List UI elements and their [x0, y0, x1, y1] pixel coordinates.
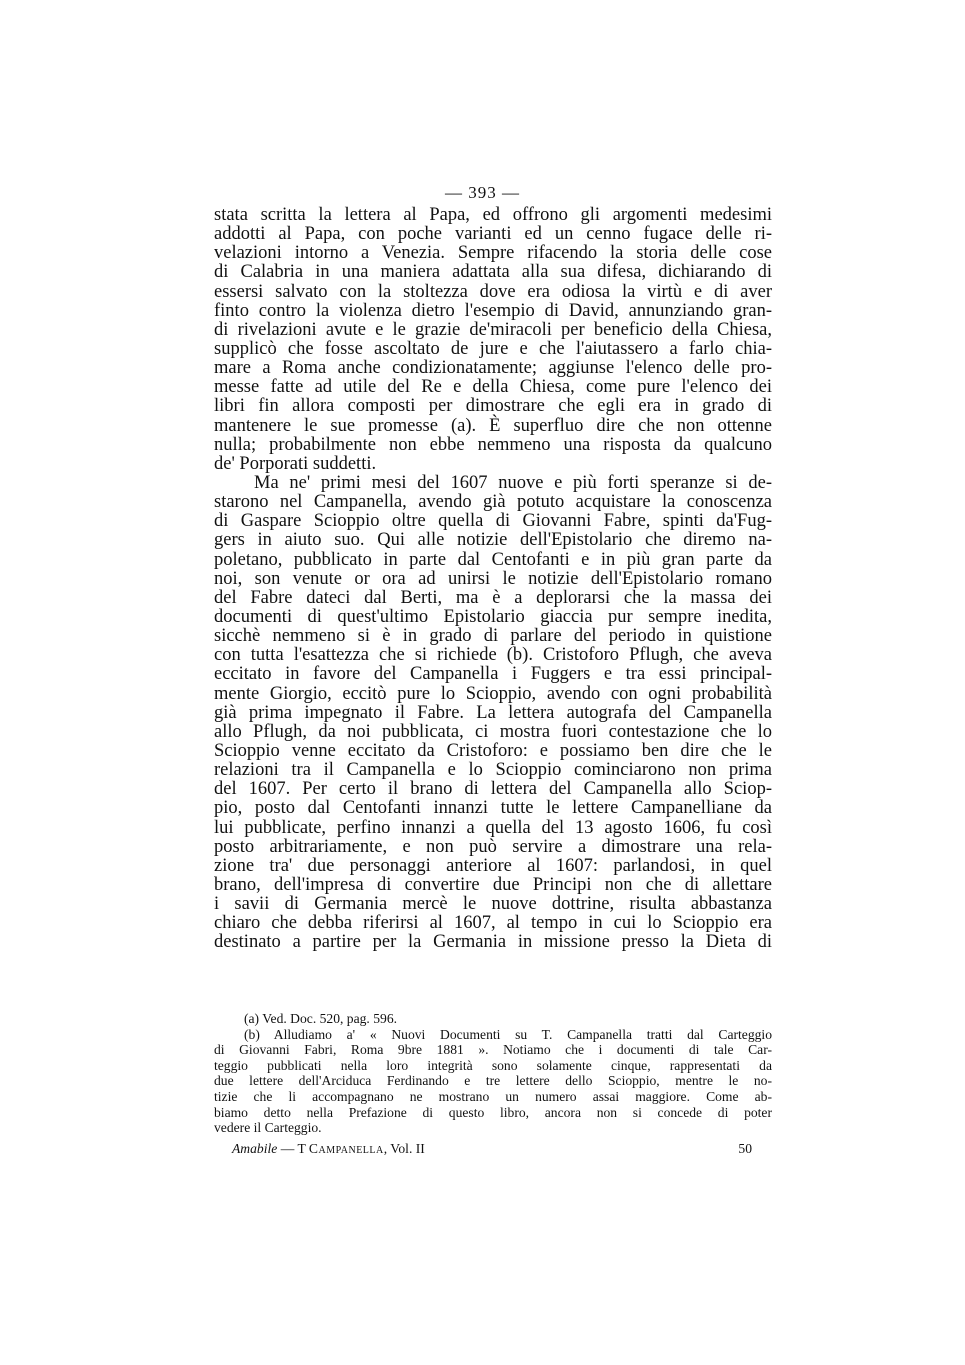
footnote-line: tizie che li accompagnano ne mostrano un numero assai maggiore. Come ab-	[214, 1088, 772, 1104]
text-line: chiaro che debba riferirsi al 1607, al tempo in cui lo Scioppio era	[214, 913, 772, 934]
text-line: velazioni intorno a Venezia. Sempre rifacendo la storia delle cose	[214, 243, 772, 264]
footnote-line: (b) Alludiamo a' « Nuovi Documenti su T. Campanella tratti dal Carteggio	[244, 1026, 772, 1042]
text-line: essersi salvato con la stoltezza dove era odiosa la virtù e di aver	[214, 281, 772, 302]
text-line: noi, son venute or ora ad unirsi le notizie dell'Epistolario romano	[214, 568, 772, 589]
footnote-line: biamo detto nella Prefazione di questo libro, ancora non si concede di poter	[214, 1104, 772, 1120]
sheet-number: 50	[738, 1141, 752, 1156]
text-line: del Fabre dateci dal Berti, ma è a deplorarsi che la massa dei	[214, 587, 772, 608]
text-line: di Calabria in una maniera adattata alla sua difesa, dichiarando di	[214, 262, 772, 283]
footnote-line: (a) Ved. Doc. 520, pag. 596.	[244, 1011, 398, 1026]
text-line: eccitato in favore del Campanella i Fuggers e tra essi principal-	[214, 664, 772, 685]
footnotes	[214, 1011, 772, 1136]
signature-line	[232, 1141, 425, 1157]
text-line: posto arbitrariamente, e non può servire a dimostrare una rela-	[214, 836, 772, 857]
text-line: poletano, pubblicato in parte dal Centofanti e in più gran parte da	[214, 549, 772, 570]
footnote-line: due lettere dell'Arciduca Ferdinando e tre lettere dello Scioppio, mentre le no-	[214, 1073, 772, 1089]
page-number: — 393 —	[445, 183, 520, 202]
text-line: Scioppio venne eccitato da Cristoforo: e possiamo ben dire che le	[214, 740, 772, 761]
text-line: sicchè nemmeno si è in grado di parlare del periodo in quistione	[214, 626, 772, 647]
footer-dash: — T	[277, 1141, 309, 1156]
text-line: lui pubblicate, perfino innanzi a quella del 13 agosto 1606, fu così	[214, 817, 772, 838]
text-line: Ma ne' primi mesi del 1607 nuove e più forti speranze si de-	[254, 472, 772, 493]
text-line: finto contro la violenza dietro l'esempio di David, annunziando gran-	[214, 300, 772, 321]
text-line: mare a Roma anche condizionatamente; aggiunse l'elenco delle pro-	[214, 358, 772, 379]
text-line: brano, dell'impresa di convertire due Principi non che di allettare	[214, 874, 772, 895]
footnote-line: di Giovanni Fabri, Roma 9bre 1881 ». Notiamo che i documenti di tale Car-	[214, 1042, 772, 1058]
text-line: relazioni tra il Campanella e lo Scioppio cominciarono non prima	[214, 760, 772, 781]
text-line: nulla; probabilmente non ebbe nemmeno una risposta da qualcuno	[214, 434, 772, 455]
footer-author: Amabile	[232, 1141, 278, 1156]
text-line: gers in aiuto suo. Qui alle notizie dell'Epistolario che diremo na-	[214, 530, 772, 551]
text-line: destinato a partire per la Germania in missione presso la Dieta di	[214, 932, 772, 953]
text-line: già prima impegnato il Fabre. La lettera autografa del Campanella	[214, 702, 772, 723]
text-line: con tutta l'esattezza che si richiede (b). Cristoforo Pflugh, che aveva	[214, 645, 772, 666]
text-line: i savii di Germania mercè le nuove dottrine, risulta abbastanza	[214, 894, 772, 915]
text-line: starono nel Campanella, avendo già potuto acquistare la conoscenza	[214, 492, 772, 513]
footnote-line: vedere il Carteggio.	[214, 1120, 322, 1136]
text-line: mente Giorgio, eccitò pure lo Scioppio, avendo con ogni probabilità	[214, 683, 772, 704]
text-line: di Gaspare Scioppio oltre quella di Giovanni Fabre, spinti da'Fug-	[214, 511, 772, 532]
text-line: messe fatte ad utile del Re e della Chiesa, come pure l'elenco dei	[214, 377, 772, 398]
text-line: zione tra' due personaggi anteriore al 1607: parlandosi, in quel	[214, 855, 772, 876]
text-line: libri fin allora composti per dimostrare che egli era in grado di	[214, 396, 772, 417]
text-line: stata scritta la lettera al Papa, ed offrono gli argomenti medesimi	[214, 205, 772, 225]
footnote-line: teggio pubblicati nella loro integrità sono solamente cinque, rappresentati da	[214, 1057, 772, 1073]
main-text	[214, 206, 772, 952]
text-line: de' Porporati suddetti.	[214, 453, 377, 474]
footer-volume: , Vol. II	[383, 1141, 425, 1156]
text-line: mantenere le sue promesse (a). È superfluo dire che non ottenne	[214, 415, 772, 436]
text-line: allo Pflugh, da noi pubblicata, ci mostra fuori contestazione che lo	[214, 721, 772, 742]
text-line: documenti di quest'ultimo Epistolario giaccia pur sempre inedita,	[214, 606, 772, 627]
text-line: addotti al Papa, con poche varianti ed un cenno fugace delle ri-	[214, 224, 772, 245]
text-line: pio, posto dal Centofanti innanzi tutte le lettere Campanelliane da	[214, 798, 772, 819]
text-line: di rivelazioni avute e le grazie de'miracoli per beneficio della Chiesa,	[214, 319, 772, 340]
footer-title: Campanella	[308, 1141, 384, 1156]
text-line: del 1607. Per certo il brano di lettera del Campanella allo Sciop-	[214, 779, 772, 800]
text-line: supplicò che fosse ascoltato de jure e che l'aiutassero a farlo chia-	[214, 338, 772, 359]
